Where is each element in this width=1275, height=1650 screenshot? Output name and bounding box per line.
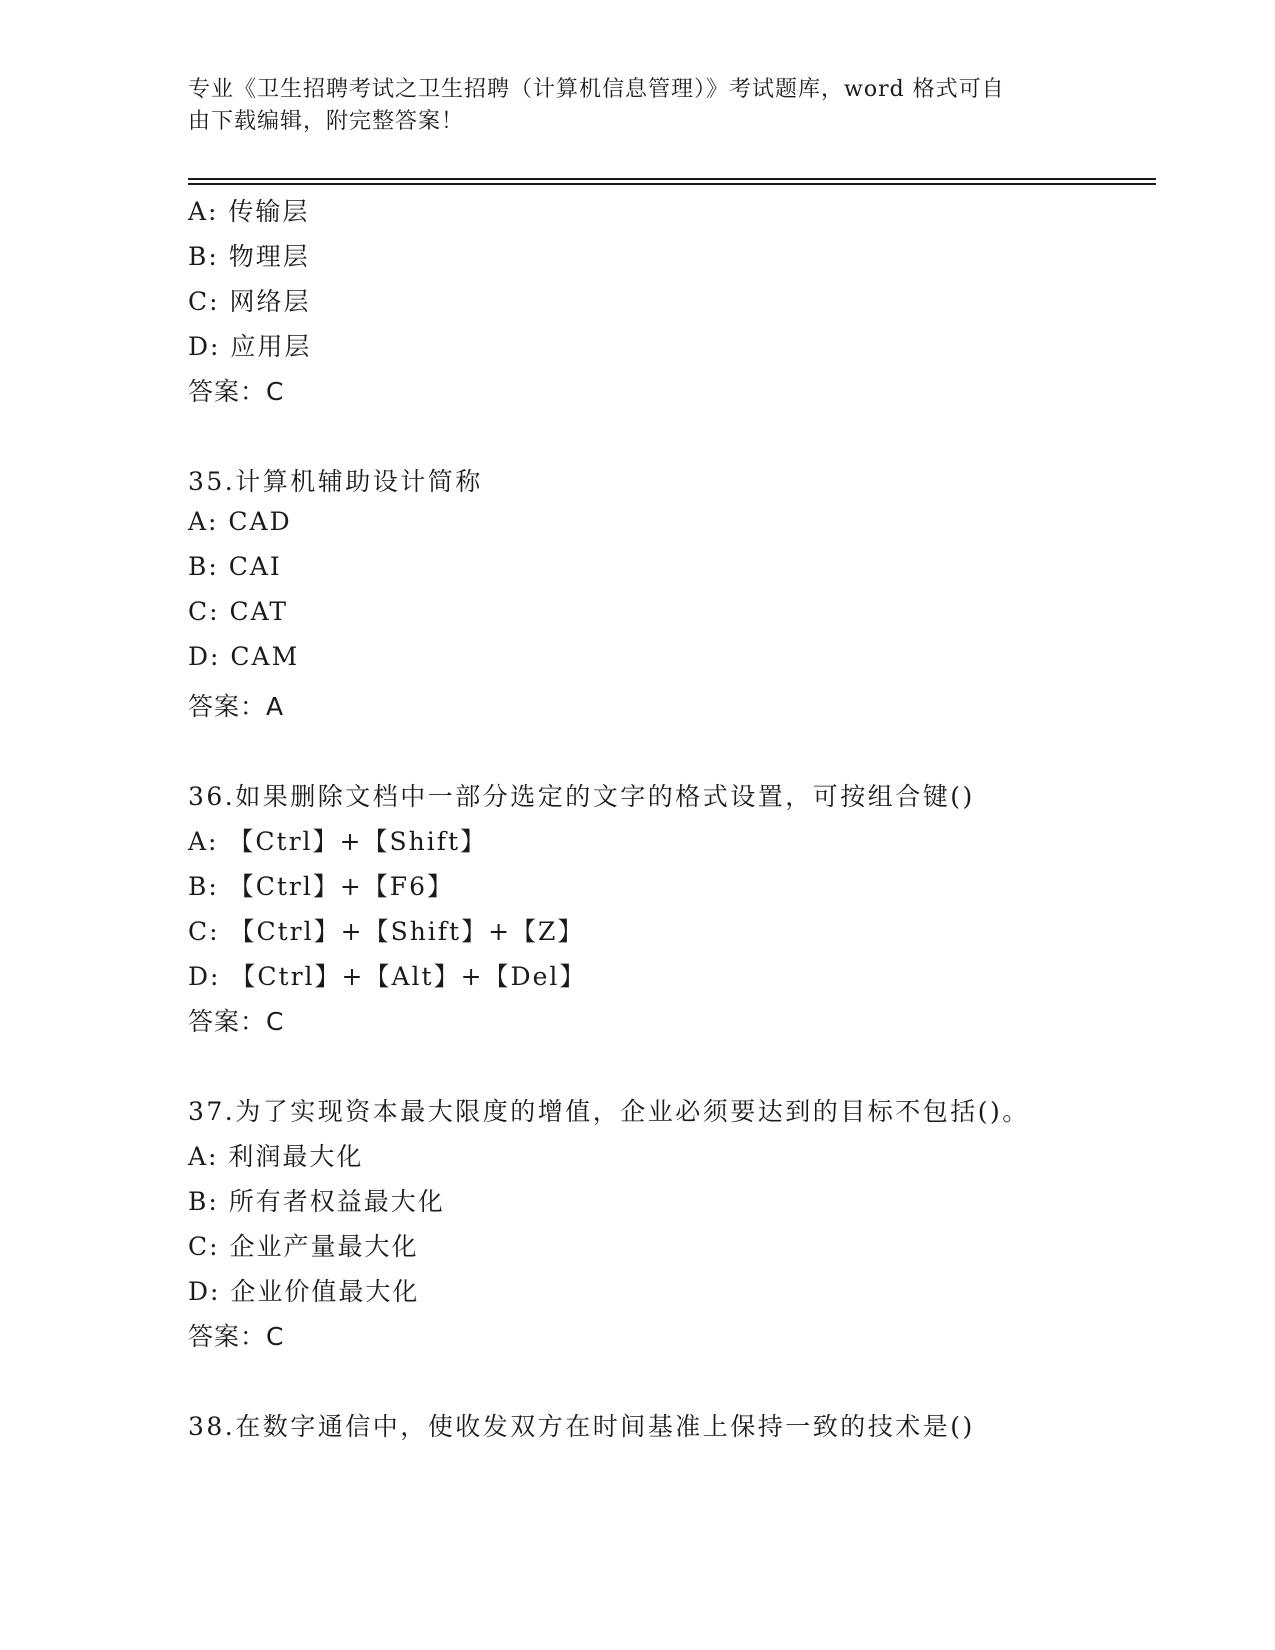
- q35-option-b: B: CAI: [188, 552, 282, 581]
- q37-option-b: B: 所有者权益最大化: [188, 1187, 445, 1216]
- q34-answer: 答案：C: [188, 377, 285, 406]
- q36-option-c: C: 【Ctrl】+【Shift】+【Z】: [188, 917, 585, 946]
- q35-option-a: A: CAD: [188, 507, 292, 536]
- q37-option-a: A: 利润最大化: [188, 1142, 364, 1171]
- q34-option-b: B: 物理层: [188, 242, 310, 271]
- q34-option-a: A: 传输层: [188, 197, 310, 226]
- q35-option-c: C: CAT: [188, 597, 288, 626]
- q35-stem: 35.计算机辅助设计简称: [188, 467, 483, 496]
- q37-answer: 答案：C: [188, 1322, 285, 1351]
- header-divider-top: [188, 178, 1156, 180]
- q36-option-a: A: 【Ctrl】+【Shift】: [188, 827, 488, 856]
- q36-option-b: B: 【Ctrl】+【F6】: [188, 872, 455, 901]
- q36-option-d: D: 【Ctrl】+【Alt】+【Del】: [188, 962, 587, 991]
- q36-answer: 答案：C: [188, 1007, 285, 1036]
- header-divider-bottom: [188, 183, 1156, 185]
- header-line-2: 由下载编辑，附完整答案！: [188, 109, 465, 134]
- document-header: [188, 74, 1068, 138]
- header-line-1: 专业《卫生招聘考试之卫生招聘（计算机信息管理）》考试题库，word 格式可自: [188, 77, 1005, 102]
- q37-option-c: C: 企业产量最大化: [188, 1232, 419, 1261]
- q38-stem: 38.在数字通信中，使收发双方在时间基准上保持一致的技术是(): [188, 1412, 975, 1441]
- q34-option-c: C: 网络层: [188, 287, 311, 316]
- q36-stem: 36.如果删除文档中一部分选定的文字的格式设置，可按组合键(): [188, 782, 975, 811]
- q37-option-d: D: 企业价值最大化: [188, 1277, 420, 1306]
- q35-answer: 答案：A: [188, 692, 285, 721]
- q34-option-d: D: 应用层: [188, 332, 312, 361]
- q37-stem: 37.为了实现资本最大限度的增值，企业必须要达到的目标不包括()。: [188, 1097, 1030, 1126]
- q35-option-d: D: CAM: [188, 642, 300, 671]
